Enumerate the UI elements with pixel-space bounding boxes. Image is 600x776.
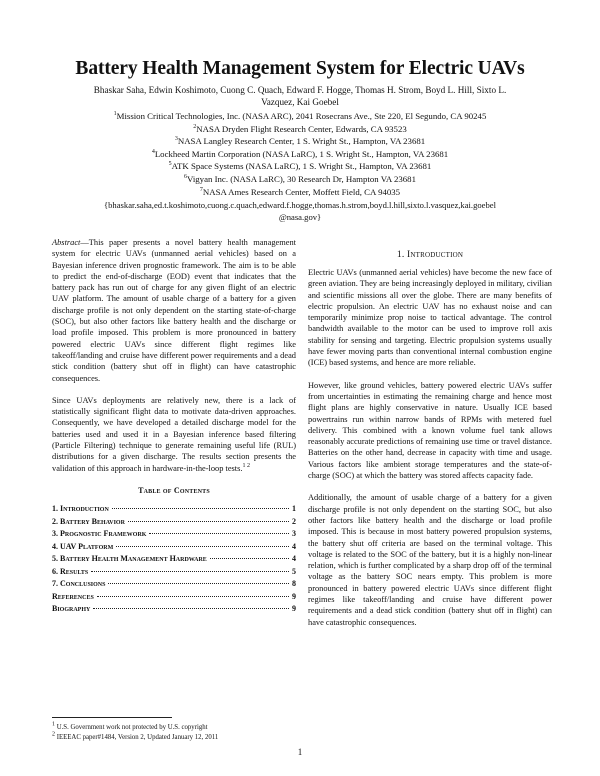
abstract-text: —This paper presents a novel battery health management system for electric UAVs (unmanned aerial vehicles) based on a Bayesian inference driven prognostic framework. The aim is to be able to predict the end-of-discharge (EOD) event that indicates that the battery pack has run out of charge for any given flight of an electric UAV platform. The amount of usable charge of a battery for a given discharge profile is not only dependent on the starting state-of-charge (SOC), but also other factors like battery health and the discharge or load profile imposed. This problem is more pronounced in battery powered electric UAVs since different flight regimes like takeoff/landing and cruise have different power requirements and a dead stick condition (battery shut off in flight) can have catastrophic consequences.	[52, 238, 296, 383]
affiliation-6: $^6$Vigyan Inc. (NASA LaRC), 30 Research Dr, Hampton VA 23681	[184, 173, 416, 184]
footnotes	[52, 717, 296, 743]
affiliation-2: $^2$NASA Dryden Flight Research Center, Edwards, CA 93523	[193, 123, 407, 134]
toc-entry[interactable]: 1. Introduction 1	[52, 504, 296, 514]
toc-entry[interactable]: 3. Prognostic Framework 3	[52, 529, 296, 539]
page-number: 1	[297, 747, 303, 757]
toc-entry[interactable]: Biography 9	[52, 604, 296, 614]
emails-line-1: {bhaskar.saha,ed.t.koshimoto,cuong.c.quach,edward.f.hogge,thomas.h.strom,boyd.l.hill,sixto.l.vasquez,kai.goebel	[104, 200, 496, 210]
paper-title: Battery Health Management System for Electric UAVs	[75, 58, 525, 79]
footnote-1: $^1$ U.S. Government work not protected by U.S. copyright	[52, 721, 208, 731]
affiliation-list	[60, 110, 540, 198]
toc-entry[interactable]: 5. Battery Health Management Hardware 4	[52, 554, 296, 564]
footnote-2: $^2$ IEEEAC paper#1484, Version 2, Updated January 12, 2011	[52, 731, 219, 741]
affiliation-5: $^5$ATK Space Systems (NASA LaRC), 1 S. Wright St., Hampton, VA 23681	[168, 161, 432, 172]
author-emails	[90, 199, 510, 224]
table-of-contents	[52, 503, 296, 616]
emails-line-2: @nasa.gov}	[278, 212, 322, 223]
intro-paragraph-2: However, like ground vehicles, battery powered electric UAVs suffer from uncertainties in estimating the remaining charge and hence most flight plans are highly conservative in nature. Usually ICE based powertrains run within narrow bands of RPMs with metered fuel delivery. This combined with a known volume fuel tank allows reasonably accurate predictions of remaining use time or travel distance. Batteries on the other hand, decrease in capacity with time and usage. Various factors like ambient storage temperatures and the state-of-charge (SOC) at which the battery was stored affects capacity fade.	[308, 380, 552, 481]
affiliation-7: $^7$NASA Ames Research Center, Moffett Field, CA 94035	[199, 186, 401, 197]
toc-heading: Table of Contents	[138, 485, 210, 495]
toc-entry[interactable]: 4. UAV Platform 4	[52, 541, 296, 551]
abstract-paragraph-2: Since UAVs deployments are relatively new, there is a lack of statistically significant flight data to motivate data-driven approaches. Consequently, we have developed a detailed discharge model for the batteries used and used it in a Bayesian inference based filtering (Particle Filtering) technique to generate remaining useful life (RUL) distributions for a given discharge. The results section presents the validation of this approach in hardware-in-the-loop tests.$^{1 2}$	[52, 395, 296, 473]
authors-line-1: Bhaskar Saha, Edwin Koshimoto, Cuong C. Quach, Edward F. Hogge, Thomas H. Strom, Boyd L. Hill, Sixto L.	[93, 85, 507, 95]
affiliation-4: $^4$Lockheed Martin Corporation (NASA LaRC), 1 S. Wright St., Hampton, VA 23681	[151, 148, 449, 159]
section-heading-introduction: 1. Introduction	[396, 249, 464, 260]
right-column	[308, 267, 552, 639]
intro-paragraph-3: Additionally, the amount of usable charge of a battery for a given discharge profile is not only dependent on the starting SOC, but also other factors like battery health and the discharge or load profile imposed. This is because in most battery powered propulsion systems, the battery shut off criteria are based on the terminal voltage. This voltage is related to the SOC of the battery, but it is a highly non-linear relation, which is further complicated by a sharp drop off of the terminal voltage as the battery SOC nears empty. This problem is more pronounced in battery powered electric UAVs since different flight regimes like takeoff/landing and cruise have different power requirements and a dead stick condition (battery shut off in flight) can have catastrophic consequences.	[308, 493, 552, 627]
author-list	[60, 84, 540, 108]
footnote-marks: 1 2	[242, 462, 250, 469]
toc-entry[interactable]: 6. Results 5	[52, 566, 296, 576]
footnote-rule	[52, 717, 172, 718]
authors-line-2: Vazquez, Kai Goebel	[261, 97, 339, 107]
abstract-label: Abstract	[52, 238, 81, 247]
abstract-paragraph	[52, 237, 296, 384]
left-column	[52, 237, 296, 616]
toc-entry[interactable]: References 9	[52, 591, 296, 601]
affiliation-1: $^1$Mission Critical Technologies, Inc. (NASA ARC), 2041 Rosecrans Ave., Ste 220, El Segundo, CA 90245	[113, 111, 487, 121]
toc-entry[interactable]: 2. Battery Behavior 2	[52, 516, 296, 526]
affiliation-3: $^3$NASA Langley Research Center, 1 S. Wright St., Hampton, VA 23681	[174, 136, 426, 147]
toc-entry[interactable]: 7. Conclusions 8	[52, 579, 296, 589]
intro-paragraph-1: Electric UAVs (unmanned aerial vehicles) have become the new face of green aviation. They are being increasingly deployed in military, civilian and scientific missions all over the globe. There are many benefits of electric propulsion. An electric UAV has no exhaust noise and can temporarily minimize prop noise to tactical advantage. The control bandwidth available to the motor can be used to improve roll axis stability for sensing and targeting. Electric propulsion systems usually have fewer moving parts than conventional internal combustion engine (ICE) based systems, and hence are more reliable.	[308, 268, 552, 368]
